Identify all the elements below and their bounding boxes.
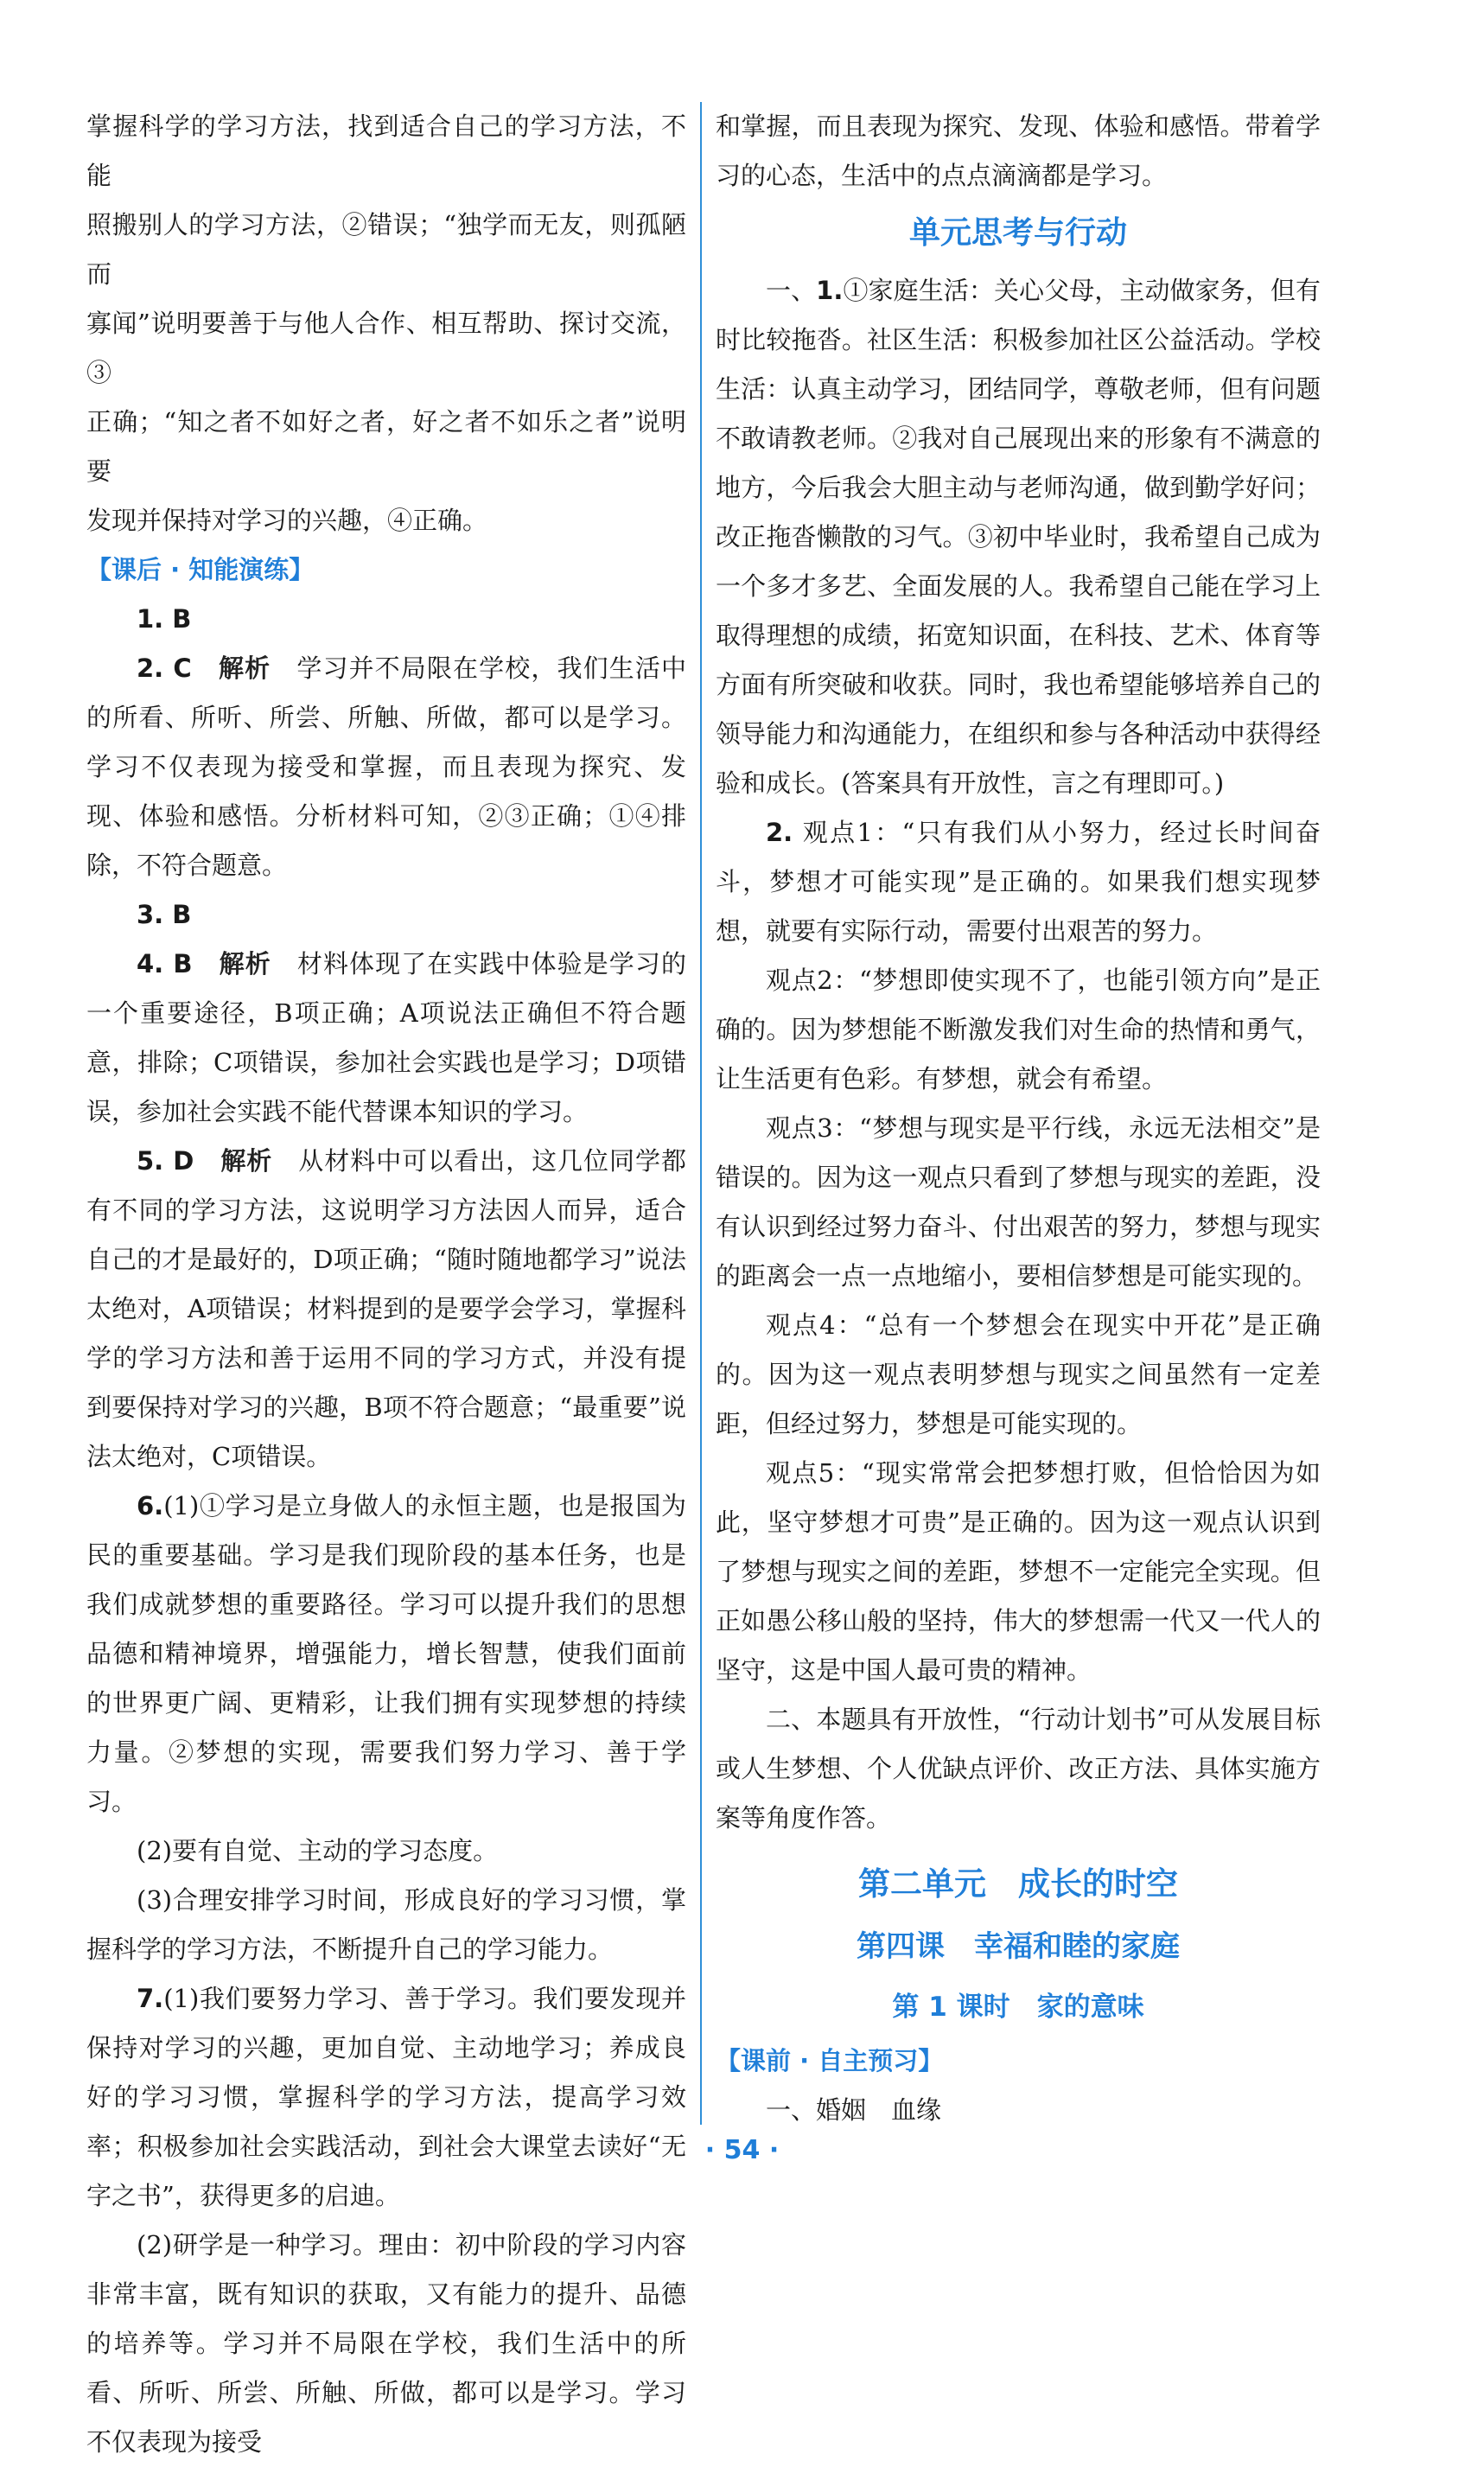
- answer-q6-part2: (2)要有自觉、主动的学习态度。: [137, 1836, 499, 1865]
- q2-viewpoint-4: 观点4：“总有一个梦想会在现实中开花”是正确的。因为这一观点表明梦想与现实之间虽然有一定差距，但经过努力，梦想是可能实现的。: [716, 1310, 1321, 1438]
- answer-part1-preview: 一、婚姻 血缘: [766, 2095, 942, 2125]
- answer-q4: [86, 940, 686, 1137]
- q7-number: 7.: [137, 1984, 164, 2013]
- intro-paragraph: 和掌握，而且表现为探究、发现、体验和感悟。带着学习的心态，生活中的点点滴滴都是学习。: [716, 112, 1321, 190]
- left-column: [86, 102, 686, 2467]
- q2-viewpoint-3: 观点3：“梦想与现实是平行线，永远无法相交”是错误的。因为这一观点只看到了梦想与现实的差距，没有认识到经过努力奋斗、付出艰苦的努力，梦想与现实的距离会一点一点地缩小，要相信梦想是可能实现的。: [716, 1113, 1321, 1291]
- right-column: [716, 102, 1321, 2135]
- q4-text: 材料体现了在实践中体验是学习的一个重要途径，B项正确；A项说法正确但不符合题意，排除；C项错误，参加社会实践也是学习；D项错误，参加社会实践不能代替课本知识的学习。: [86, 949, 686, 1126]
- column-divider: [700, 102, 702, 2125]
- q6-part1-text: (1)①学习是立身做人的永恒主题，也是报国为民的重要基础。学习是我们现阶段的基本任务，也是我们成就梦想的重要路径。学习可以提升我们的思想品德和精神境界，增强能力，增长智慧，使我们面前的世界更广阔、更精彩，让我们拥有实现梦想的持续力量。②梦想的实现，需要我们努力学习、善于学习。: [86, 1491, 686, 1816]
- q2-viewpoint-1: [716, 808, 1321, 956]
- answer-q5: [86, 1137, 686, 1482]
- q2-v1-text: 观点1：“只有我们从小努力，经过长时间奋斗，梦想才可能实现”是正确的。如果我们想实现梦想，就要有实际行动，需要付出艰苦的努力。: [716, 818, 1322, 946]
- answer-q2: [86, 644, 686, 890]
- q2-text: 学习并不局限在学校，我们生活中的所看、所听、所尝、所触、所做，都可以是学习。学习不仅表现为接受和掌握，而且表现为探究、发现、体验和感悟。分析材料可知，②③正确；①④排除，不符合题意。: [86, 653, 686, 880]
- part1-prefix: 一、: [766, 276, 817, 305]
- part1-answer: [716, 266, 1321, 808]
- q2-number: 2. C: [137, 653, 192, 683]
- section-label-after-class: 【课后 · 知能演练】: [86, 555, 315, 584]
- section-label-before-class: 【课前 · 自主预习】: [716, 2046, 944, 2075]
- q5-number: 5. D: [137, 1146, 194, 1176]
- q5-analysis-tag: 解析: [220, 1146, 273, 1176]
- q5-text: 从材料中可以看出，这几位同学都有不同的学习方法，这说明学习方法因人而异，适合自己的才是最好的，D项正确；“随时随地都学习”说法太绝对，A项错误；材料提到的是要学会学习，掌握科学的学习方法和善于运用不同的学习方式，并没有提到要保持对学习的兴趣，B项不符合题意；“最重要”说法太绝对，C项错误。: [86, 1146, 686, 1471]
- intro-line: 发现并保持对学习的兴趣，④正确。: [86, 506, 488, 535]
- answer-q7-part1: [86, 1974, 686, 2221]
- q2-analysis-tag: 解析: [218, 653, 271, 683]
- part2-answer: 二、本题具有开放性，“行动计划书”可从发展目标或人生梦想、个人优缺点评价、改正方法、具体实施方案等角度作答。: [716, 1705, 1321, 1833]
- q6-number: 6.: [137, 1491, 164, 1520]
- answer-q7-part2: (2)研学是一种学习。理由：初中阶段的学习内容非常丰富，既有知识的获取，又有能力的提升、品德的培养等。学习并不局限在学校，我们生活中的所看、所听、所尝、所触、所做，都可以是学习。学习不仅表现为接受: [86, 2230, 686, 2457]
- heading-unit-2: 第二单元 成长的时空: [858, 1865, 1178, 1903]
- part1-number: 1.: [816, 276, 844, 305]
- q2-viewpoint-2: 观点2：“梦想即使实现不了，也能引领方向”是正确的。因为梦想能不断激发我们对生命的热情和勇气，让生活更有色彩。有梦想，就会有希望。: [716, 966, 1321, 1093]
- part1-text: ①家庭生活：关心父母，主动做家务，但有时比较拖沓。社区生活：积极参加社区公益活动。学校生活：认真主动学习，团结同学，尊敬老师，但有问题不敢请教老师。②我对自己展现出来的形象有不满意的地方，今后我会大胆主动与老师沟通，做到勤学好问；改正拖沓懒散的习气。③初中毕业时，我希望自己成为一个多才多艺、全面发展的人。我希望自己能在学习上取得理想的成绩，拓宽知识面，在科技、艺术、体育等方面有所突破和收获。同时，我也希望能够培养自己的领导能力和沟通能力，在组织和参与各种活动中获得经验和成长。(答案具有开放性，言之有理即可。): [716, 276, 1321, 798]
- intro-line: 照搬别人的学习方法，②错误；“独学而无友，则孤陋而: [86, 210, 686, 289]
- q7-part1-text: (1)我们要努力学习、善于学习。我们要发现并保持对学习的兴趣，更加自觉、主动地学习；养成良好的学习习惯，掌握科学的学习方法，提高学习效率；积极参加社会实践活动，到社会大课堂去读好“无字之书”，获得更多的启迪。: [86, 1984, 686, 2210]
- q4-analysis-tag: 解析: [219, 949, 271, 979]
- q2-number: 2.: [766, 818, 793, 847]
- intro-line: 掌握科学的学习方法，找到适合自己的学习方法，不能: [86, 112, 686, 190]
- heading-lesson-4: 第四课 幸福和睦的家庭: [857, 1929, 1180, 1964]
- answer-q3: 3. B: [137, 900, 192, 929]
- heading-unit-think-act: 单元思考与行动: [908, 215, 1127, 251]
- heading-period-1: 第 1 课时 家的意味: [892, 1992, 1144, 2023]
- q4-number: 4. B: [137, 949, 193, 979]
- page-number: · 54 ·: [704, 2135, 780, 2165]
- intro-line: 寡闻”说明要善于与他人合作、相互帮助、探讨交流，③: [86, 309, 686, 387]
- q2-viewpoint-5: 观点5：“现实常常会把梦想打败，但恰恰因为如此，坚守梦想才可贵”是正确的。因为这一观点认识到了梦想与现实之间的差距，梦想不一定能完全实现。但正如愚公移山般的坚持，伟大的梦想需一代又一代人的坚守，这是中国人最可贵的精神。: [716, 1458, 1321, 1685]
- answer-q6-part3: (3)合理安排学习时间，形成良好的学习习惯，掌握科学的学习方法，不断提升自己的学习能力。: [86, 1885, 686, 1964]
- answer-q6-part1: [86, 1482, 686, 1826]
- answer-q1: 1. B: [137, 604, 192, 634]
- intro-line: 正确；“知之者不如好之者，好之者不如乐之者”说明要: [86, 407, 686, 486]
